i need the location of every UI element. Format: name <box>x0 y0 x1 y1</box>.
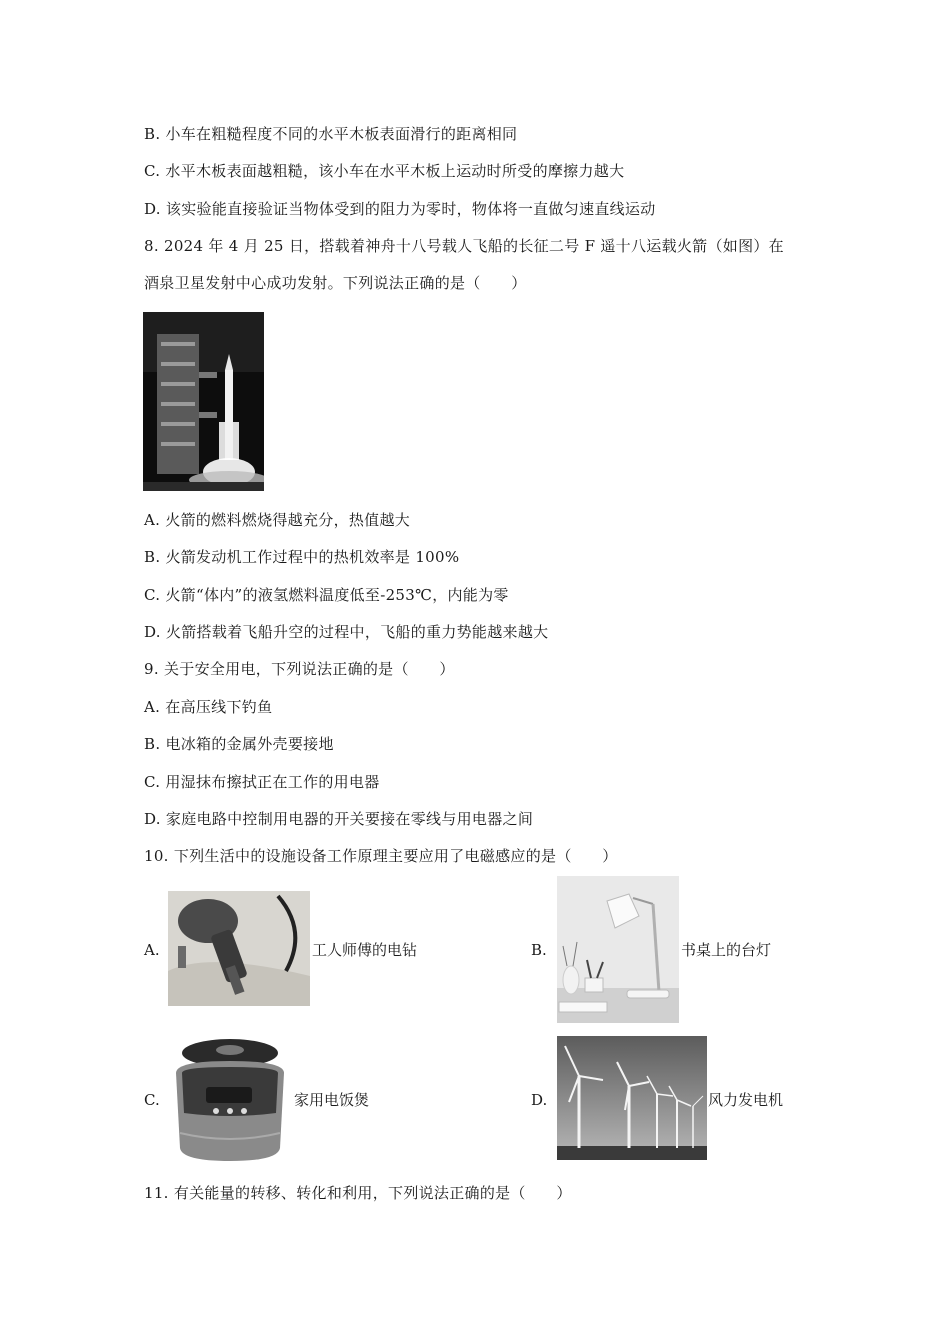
q10-option-d-caption: 风力发电机 <box>708 1091 784 1109</box>
q7-option-d: D. 该实验能直接验证当物体受到的阻力为零时，物体将一直做匀速直线运动 <box>144 200 656 218</box>
q10-option-b-caption: 书桌上的台灯 <box>681 941 772 959</box>
q10-option-b-label: B. <box>531 941 547 959</box>
electric-drill-image <box>168 891 310 1006</box>
q10-option-a-label: A. <box>144 941 160 959</box>
q8-stem-line1: 8. 2024 年 4 月 25 日，搭载着神舟十八号载人飞船的长征二号 F 遥十八运载火箭（如图）在 <box>144 237 784 255</box>
q10-option-c-label: C. <box>144 1091 160 1109</box>
q10-stem: 10. 下列生活中的设施设备工作原理主要应用了电磁感应的是（ ） <box>144 847 618 865</box>
q10-option-a-caption: 工人师傅的电钻 <box>312 941 418 959</box>
q8-stem-line2: 酒泉卫星发射中心成功发射。下列说法正确的是（ ） <box>144 274 527 292</box>
desk-lamp-image <box>557 876 679 1023</box>
wind-turbine-image <box>557 1036 707 1160</box>
q9-option-a: A. 在高压线下钓鱼 <box>144 698 273 716</box>
q7-option-b: B. 小车在粗糙程度不同的水平木板表面滑行的距离相同 <box>144 125 518 143</box>
q9-option-c: C. 用湿抹布擦拭正在工作的用电器 <box>144 773 380 791</box>
rice-cooker-image <box>168 1033 292 1166</box>
q9-option-b: B. 电冰箱的金属外壳要接地 <box>144 735 334 753</box>
q10-option-d-label: D. <box>531 1091 548 1109</box>
q8-option-a: A. 火箭的燃料燃烧得越充分，热值越大 <box>144 511 411 529</box>
q7-option-c: C. 水平木板表面越粗糙，该小车在水平木板上运动时所受的摩擦力越大 <box>144 162 625 180</box>
q9-stem: 9. 关于安全用电，下列说法正确的是（ ） <box>144 660 455 678</box>
q8-option-b: B. 火箭发动机工作过程中的热机效率是 100% <box>144 548 460 566</box>
rocket-launch-image <box>143 312 264 491</box>
q9-option-d: D. 家庭电路中控制用电器的开关要接在零线与用电器之间 <box>144 810 534 828</box>
q11-stem: 11. 有关能量的转移、转化和利用，下列说法正确的是（ ） <box>144 1184 572 1202</box>
q8-option-d: D. 火箭搭载着飞船升空的过程中，飞船的重力势能越来越大 <box>144 623 549 641</box>
q10-option-c-caption: 家用电饭煲 <box>294 1091 370 1109</box>
q8-option-c: C. 火箭“体内”的液氢燃料温度低至-253℃，内能为零 <box>144 586 509 604</box>
